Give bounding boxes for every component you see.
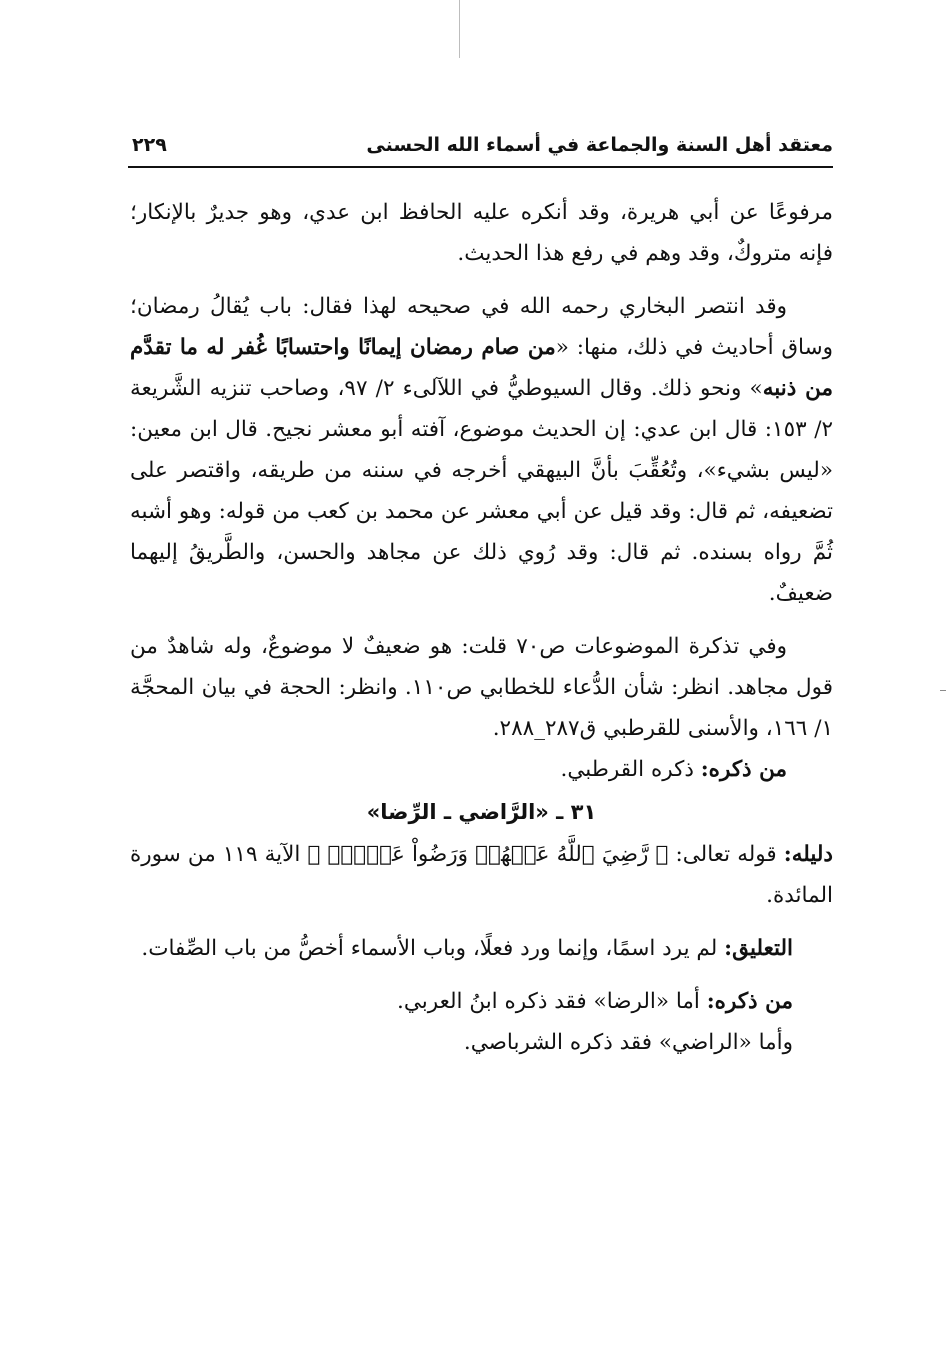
paragraph-1: مرفوعًا عن أبي هريرة، وقد أنكره عليه الحافظ ابن عدي، وهو جديرٌ بالإنكار؛ فإنه متروكٌ، وقد وهم في رفع هذا الحديث. (130, 200, 833, 266)
paragraph-gap (130, 916, 833, 928)
mentioned-by-line (130, 749, 833, 790)
page-body (130, 192, 833, 1063)
comment-paragraph (130, 928, 833, 969)
evidence-reference: الآية ١١٩ من سورة المائدة. (130, 842, 833, 908)
mentioned-by-label: من ذكره: (700, 757, 787, 782)
mention-paragraph-2: وأما «الراضي» فقد ذكره الشرباصي. (463, 1030, 793, 1055)
section-heading: ٣١ ـ «الرَّاضي ـ الرِّضا» (366, 800, 597, 824)
evidence-paragraph (130, 834, 833, 916)
page-number: ٢٢٩ (132, 134, 167, 156)
mention-paragraph (130, 981, 833, 1022)
header-rule (128, 166, 833, 168)
quran-verse: ﴿ رَّضِيَ ٱللَّهُ عَنۡهُمۡ وَرَضُواْ عَنۡهُۚ ﴾ (307, 842, 669, 867)
mention-text: أما «الرضا» فقد ذكره ابنُ العربي. (397, 989, 707, 1014)
evidence-intro: قوله تعالى: (668, 842, 784, 867)
comment-text: لم يرد اسمًا، وإنما ورد فعلًا، وباب الأسماء أخصُّ من باب الصِّفات. (141, 936, 725, 961)
crop-mark-top (459, 0, 460, 58)
paragraph-2-rest: » ونحو ذلك. وقال السيوطيُّ في اللآلىء ٢/ ٩٧، وصاحب تنزيه الشَّريعة ٢/ ١٥٣: قال ابن عدي: إن الحديث موضوع، آفته أبو معشر نجيح. قال ابن معين: «ليس بشيء»، وتُعُقِّبَ بأنَّ البيهقي أخرجه في سننه من طريقه، واقتصر على تضعيفه، ثم قال: وقد قيل عن أبي معشر عن محمد بن كعب من قوله: وهو أشبه ثُمَّ رواه بسنده. ثم قال: وقد رُوي ذلك عن مجاهد والحسن، والطَّريقُ إليهما ضعيفٌ. (130, 376, 834, 606)
paragraph-gap (130, 274, 833, 286)
mention-label: من ذكره: (706, 989, 793, 1014)
crop-mark-side (940, 690, 946, 691)
running-title: معتقد أهل السنة والجماعة في أسماء الله الحسنى (366, 134, 833, 156)
mentioned-by-text: ذكره القرطبي. (560, 757, 701, 782)
paragraph-2-intro: وقد انتصر البخاري رحمه الله في صحيحه لهذا فقال: باب يُقالُ رمضان؛ وساق أحاديث في ذلك، منها: « (130, 294, 834, 360)
paragraph-gap (130, 969, 833, 981)
evidence-label: دليله: (783, 842, 833, 867)
hadith-quote: من صام رمضان إيمانًا واحتسابًا غُفر له ما تقدَّم من ذنبه (130, 335, 833, 401)
paragraph-3: وفي تذكرة الموضوعات ص٧٠ قلت: هو ضعيفٌ لا موضوعٌ، وله شاهدٌ من قول مجاهد. انظر: شأن الدُّعاء للخطابي ص١١٠. وانظر: الحجة في بيان المحجَّة ١/ ١٦٦، والأسنى للقرطبي ق٢٨٧_٢٨٨. (130, 634, 833, 741)
paragraph-gap (130, 614, 833, 626)
comment-label: التعليق: (724, 936, 793, 961)
paragraph-2 (130, 286, 833, 614)
page-header (128, 128, 833, 162)
